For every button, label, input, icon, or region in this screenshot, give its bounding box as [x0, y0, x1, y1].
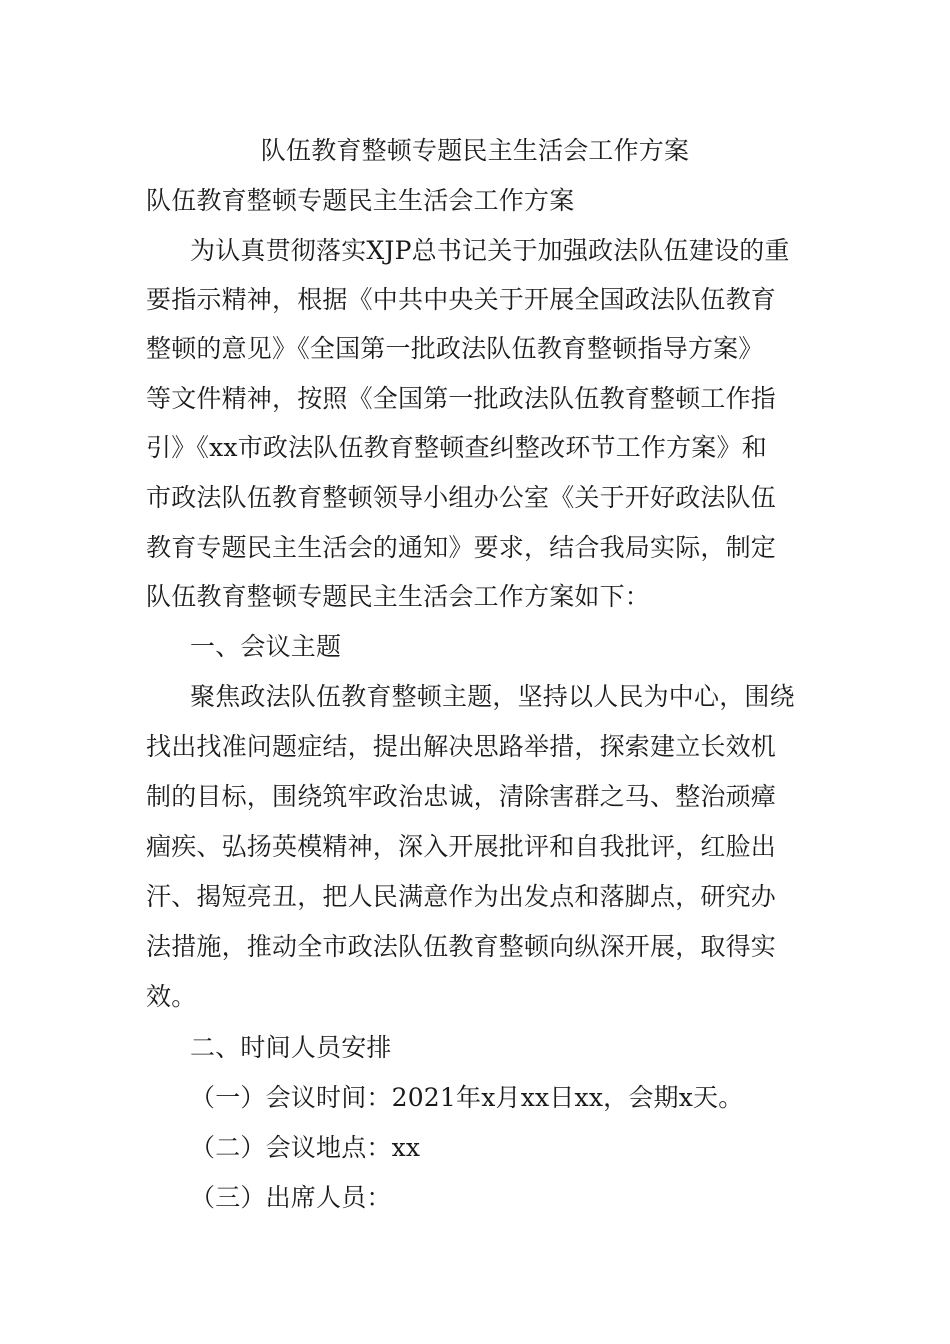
paragraph-line: 效。 [146, 982, 197, 1011]
paragraph-line: 制的目标，围绕筑牢政治忠诚，清除害群之马、整治顽瘴 [146, 782, 777, 811]
paragraph-line: 队伍教育整顿专题民主生活会工作方案如下： [146, 582, 651, 611]
paragraph-line: 聚焦政法队伍教育整顿主题，坚持以人民为中心，围绕 [190, 682, 795, 711]
paragraph-line: 要指示精神，根据《中共中央关于开展全国政法队伍教育 [146, 285, 777, 314]
paragraph-line: 引》《xx市政法队伍教育整顿查纠整改环节工作方案》和 [146, 433, 767, 462]
document-title: 队伍教育整顿专题民主生活会工作方案 [146, 186, 575, 215]
paragraph-line: 法措施，推动全市政法队伍教育整顿向纵深开展，取得实 [146, 932, 777, 961]
section-heading-theme: 一、会议主题 [190, 632, 342, 661]
paragraph-line: 找出找准问题症结，提出解决思路举措，探索建立长效机 [146, 732, 777, 761]
meeting-time-item: （一）会议时间：2021年x月xx日xx，会期x天。 [190, 1083, 744, 1112]
header-title: 队伍教育整顿专题民主生活会工作方案 [260, 136, 690, 165]
paragraph-line: 等文件精神，按照《全国第一批政法队伍教育整顿工作指 [146, 384, 777, 413]
paragraph-line: 汗、揭短亮丑，把人民满意作为出发点和落脚点，研究办 [146, 882, 777, 911]
paragraph-line: 市政法队伍教育整顿领导小组办公室《关于开好政法队伍 [146, 483, 777, 512]
attendees-item: （三）出席人员： [190, 1183, 392, 1212]
paragraph-line: 痼疾、弘扬英模精神，深入开展批评和自我批评，红脸出 [146, 832, 777, 861]
paragraph-line: 教育专题民主生活会的通知》要求，结合我局实际，制定 [146, 533, 777, 562]
paragraph-line: 整顿的意见》《全国第一批政法队伍教育整顿指导方案》 [146, 334, 764, 363]
section-heading-schedule: 二、时间人员安排 [190, 1033, 392, 1062]
paragraph-line: 为认真贯彻落实XJP总书记关于加强政法队伍建设的重 [190, 236, 790, 265]
meeting-location-item: （二）会议地点：xx [190, 1133, 421, 1162]
